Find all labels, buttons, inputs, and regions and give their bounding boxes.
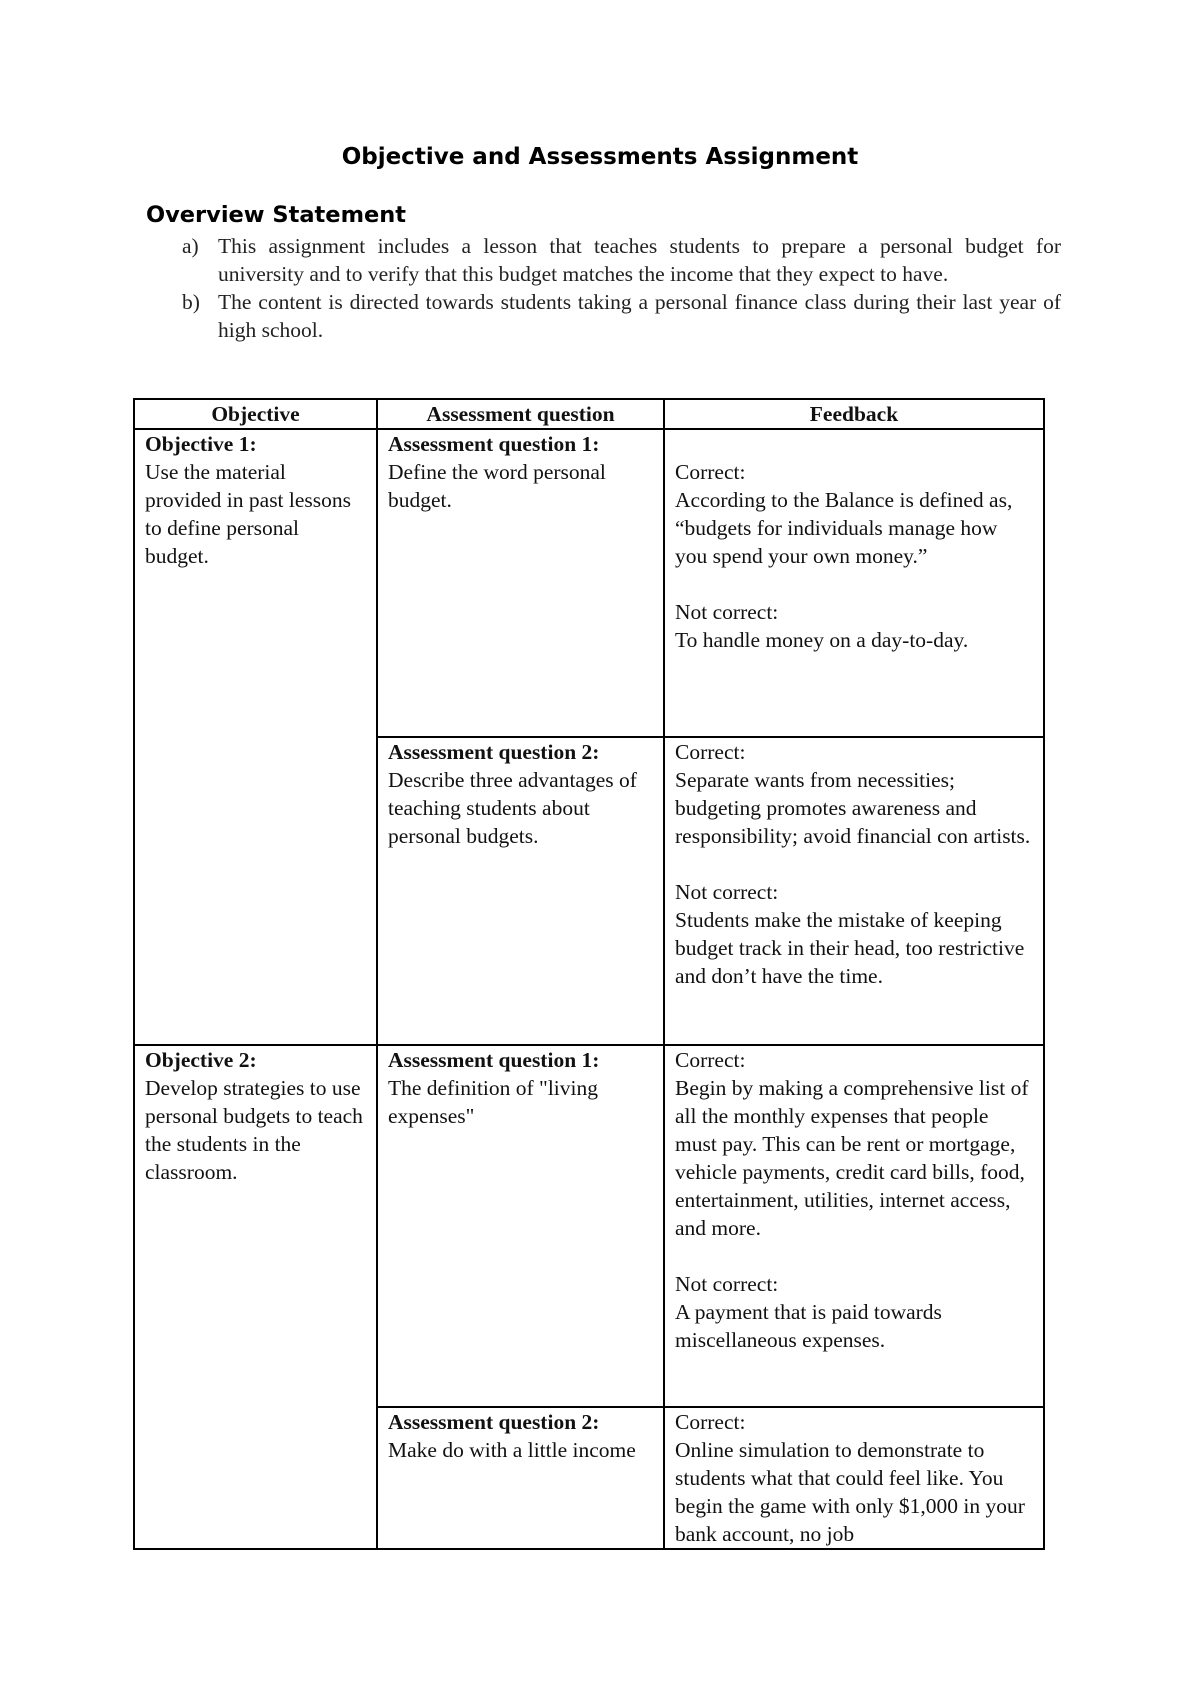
- overview-heading: Overview Statement: [146, 202, 407, 228]
- correct-label: Correct:: [675, 1048, 746, 1072]
- objectives-table: [133, 398, 1045, 1550]
- header-feedback: Feedback: [664, 399, 1044, 429]
- question-text: The definition of "living expenses": [388, 1076, 599, 1128]
- feedback-cell: [664, 737, 1044, 1045]
- correct-text: Begin by making a comprehensive list of all the monthly expenses that people must pay. This can be rent or mortgage, vehicle payments, credit card bills, food, entertainment, utilities, internet access, and more.: [675, 1076, 1029, 1240]
- question-text: Define the word personal budget.: [388, 460, 606, 512]
- objective-title: Objective 1:: [145, 432, 257, 456]
- list-item: [146, 232, 1061, 288]
- correct-text: Online simulation to demonstrate to students what that could feel like. You begin the game with only $1,000 in your bank account, no job: [675, 1438, 1025, 1546]
- question-title: Assessment question 1:: [388, 432, 600, 456]
- not-correct-text: A payment that is paid towards miscellaneous expenses.: [675, 1300, 942, 1352]
- objective-cell: [134, 429, 377, 1045]
- not-correct-label: Not correct:: [675, 880, 779, 904]
- question-cell: [377, 737, 664, 1045]
- question-cell: [377, 1407, 664, 1549]
- objective-title: Objective 2:: [145, 1048, 257, 1072]
- question-title: Assessment question 2:: [388, 740, 600, 764]
- table-row: [134, 1045, 1044, 1407]
- objective-cell: [134, 1045, 377, 1549]
- objective-text: Develop strategies to use personal budgets to teach the students in the classroom.: [145, 1076, 363, 1184]
- question-text: Describe three advantages of teaching students about personal budgets.: [388, 768, 637, 848]
- question-cell: [377, 429, 664, 737]
- correct-text: Separate wants from necessities; budgeting promotes awareness and responsibility; avoid financial con artists.: [675, 768, 1031, 848]
- question-title: Assessment question 1:: [388, 1048, 600, 1072]
- correct-label: Correct:: [675, 460, 746, 484]
- feedback-cell: [664, 1045, 1044, 1407]
- correct-label: Correct:: [675, 1410, 746, 1434]
- document-title: Objective and Assessments Assignment: [341, 144, 859, 170]
- question-text: Make do with a little income: [388, 1438, 636, 1462]
- correct-label: Correct:: [675, 740, 746, 764]
- correct-text: According to the Balance is defined as, “budgets for individuals manage how you spend your own money.”: [675, 488, 1013, 568]
- not-correct-text: Students make the mistake of keeping budget track in their head, too restrictive and don’t have the time.: [675, 908, 1025, 988]
- objective-text: Use the material provided in past lessons to define personal budget.: [145, 460, 352, 568]
- list-marker: b): [182, 290, 200, 314]
- header-objective: Objective: [134, 399, 377, 429]
- not-correct-text: To handle money on a day-to-day.: [675, 628, 969, 652]
- list-text: The content is directed towards students taking a personal finance class during their last year of high school.: [218, 290, 1061, 342]
- list-text: This assignment includes a lesson that teaches students to prepare a personal budget for university and to verify that this budget matches the income that they expect to have.: [218, 234, 1061, 286]
- table-row: [134, 429, 1044, 737]
- overview-list: [146, 232, 1061, 344]
- list-item: [146, 288, 1061, 344]
- question-title: Assessment question 2:: [388, 1410, 600, 1434]
- not-correct-label: Not correct:: [675, 1272, 779, 1296]
- question-cell: [377, 1045, 664, 1407]
- header-assessment-question: Assessment question: [377, 399, 664, 429]
- list-marker: a): [182, 234, 199, 258]
- not-correct-label: Not correct:: [675, 600, 779, 624]
- feedback-cell: [664, 1407, 1044, 1549]
- table-header-row: [134, 399, 1044, 429]
- feedback-cell: [664, 429, 1044, 737]
